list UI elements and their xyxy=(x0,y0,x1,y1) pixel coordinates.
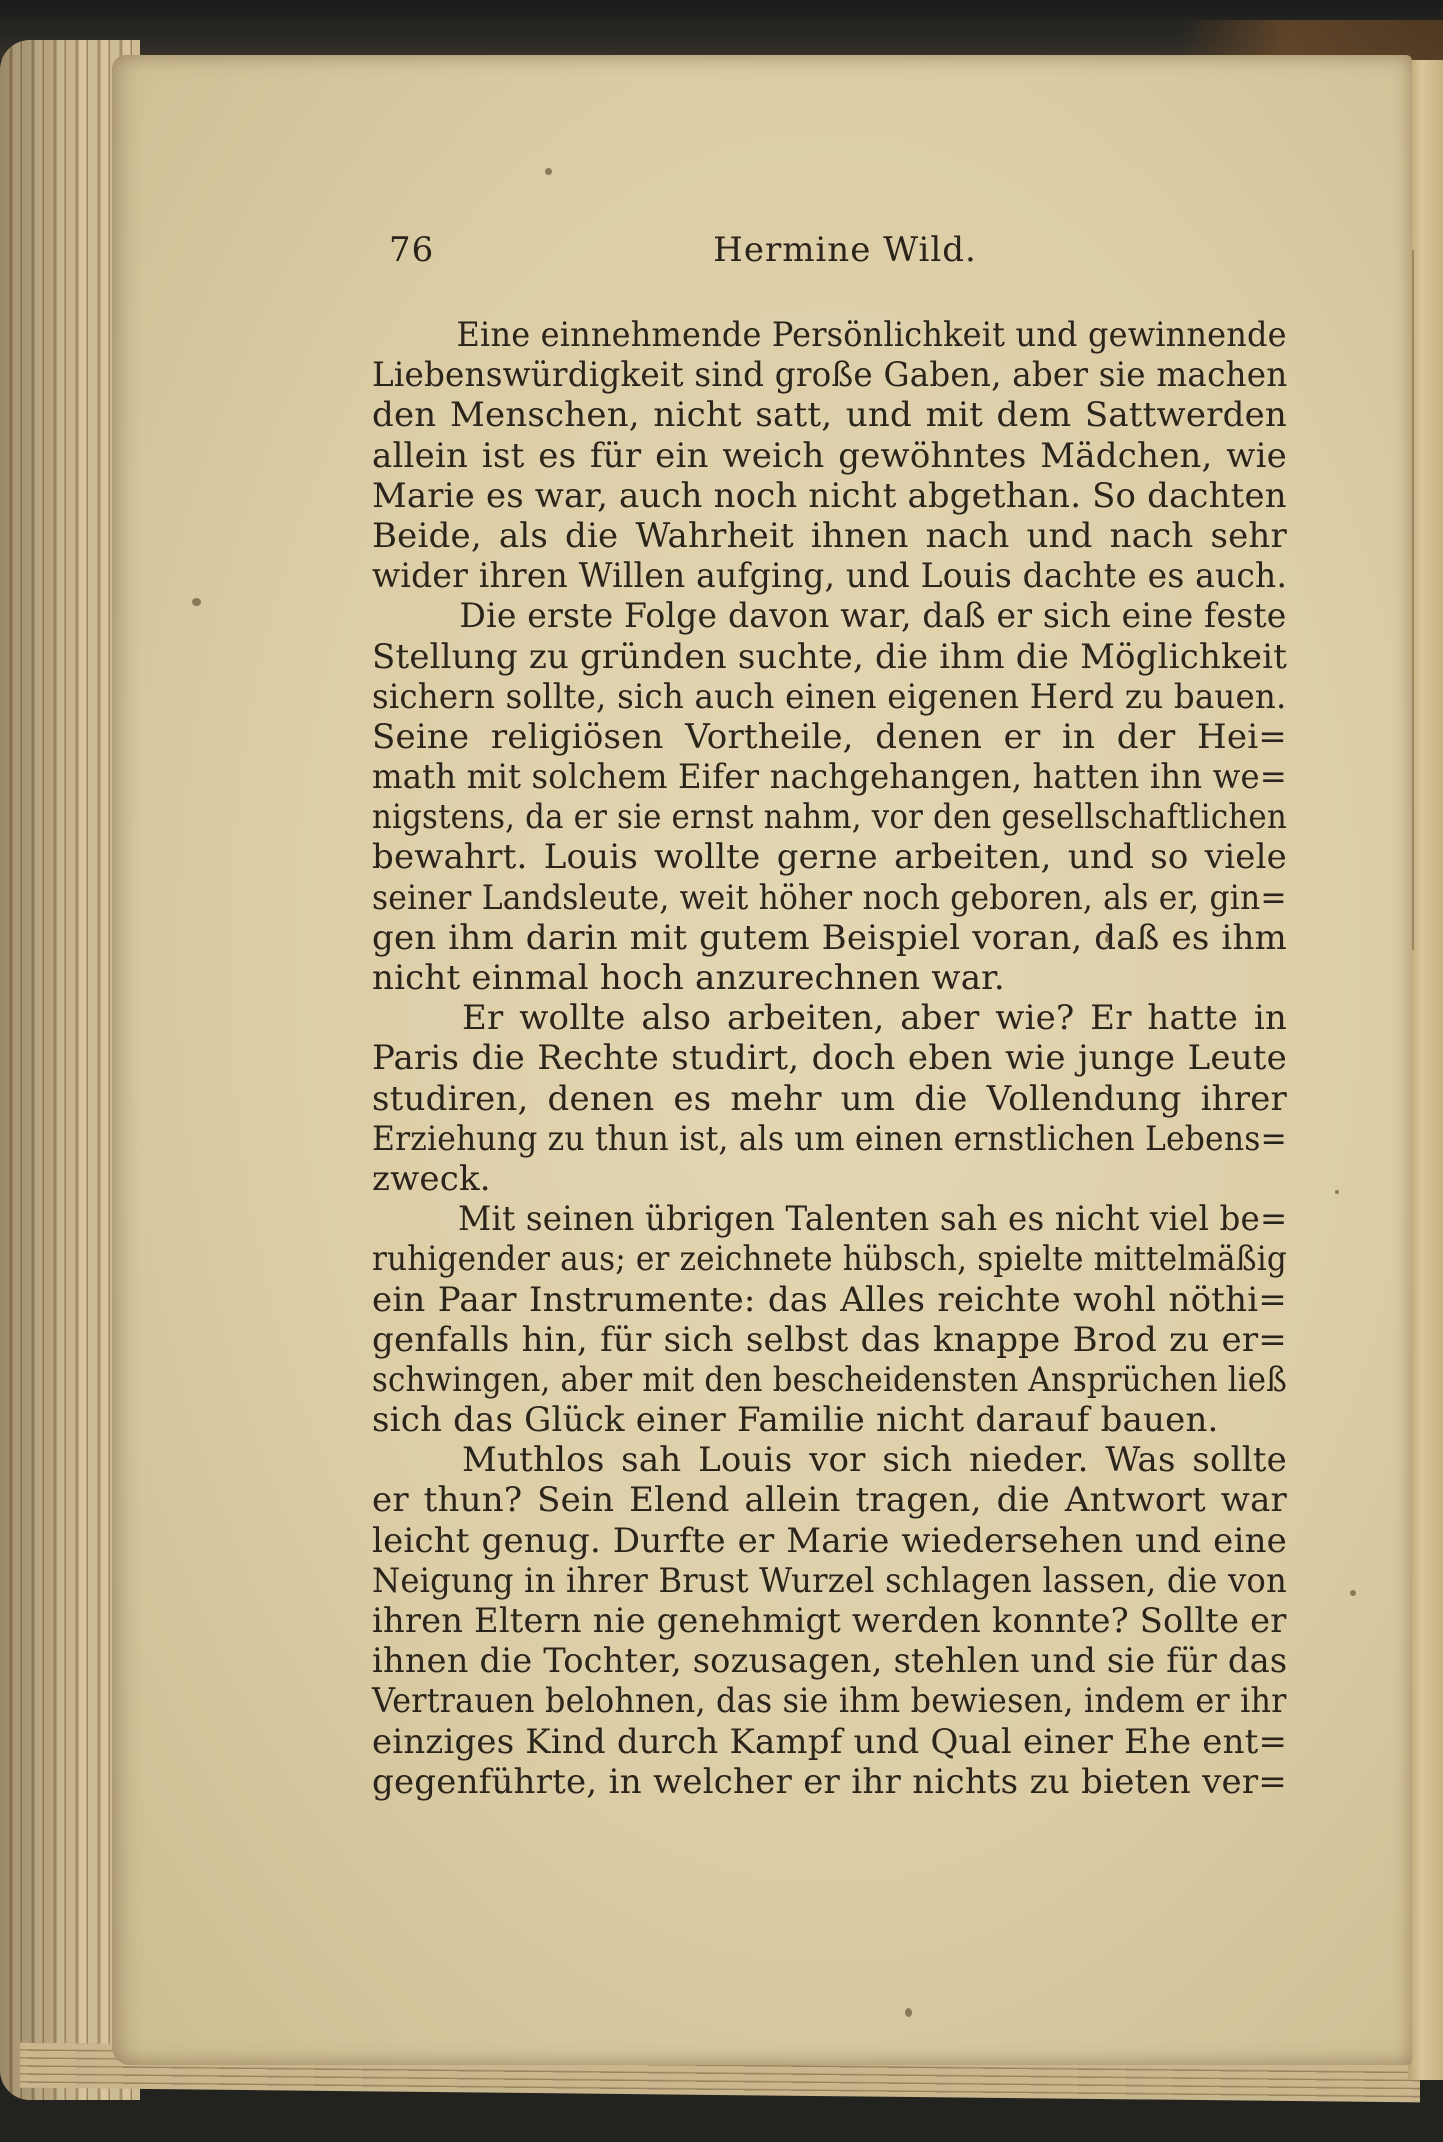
text-line: Erziehung zu thun ist, als um einen ernstlichen Lebens= xyxy=(372,1118,1288,1159)
text-line: ein Paar Instrumente: das Alles reichte wohl nöthi= xyxy=(372,1279,1287,1320)
text-line: math mit solchem Eifer nachgehangen, hatten ihn we= xyxy=(372,757,1287,798)
text-line: allein ist es für ein weich gewöhntes Mädchen, wie xyxy=(372,435,1287,476)
paper-speck xyxy=(192,598,201,606)
text-line: Vertrauen belohnen, das sie ihm bewiesen, indem er ihr xyxy=(372,1681,1287,1722)
text-line: sichern sollte, sich auch einen eigenen Herd zu bauen. xyxy=(372,676,1287,717)
text-line: ruhigender aus; er zeichnete hübsch, spielte mittelmäßig xyxy=(372,1239,1287,1280)
text-line: Die erste Folge davon war, daß er sich eine feste xyxy=(459,596,1287,637)
text-line: den Menschen, nicht satt, und mit dem Sattwerden xyxy=(372,395,1287,436)
text-line: Eine einnehmende Persönlichkeit und gewinnende xyxy=(456,315,1287,355)
text-line: nigstens, da er sie ernst nahm, vor den gesellschaftlichen xyxy=(372,797,1287,838)
text-line: Muthlos sah Louis vor sich nieder. Was sollte xyxy=(462,1440,1287,1481)
text-line: ihren Eltern nie genehmigt werden konnte? Sollte er xyxy=(372,1601,1287,1641)
text-line: bewahrt. Louis wollte gerne arbeiten, und so viele xyxy=(372,837,1287,878)
text-line: Beide, als die Wahrheit ihnen nach und nach sehr xyxy=(372,515,1287,556)
text-line: Stellung zu gründen suchte, die ihm die Möglichkeit xyxy=(372,636,1288,677)
text-line: zweck. xyxy=(372,1158,491,1199)
text-line: Marie es war, auch noch nicht abgethan. So dachten xyxy=(372,475,1287,516)
text-line: sich das Glück einer Familie nicht darauf bauen. xyxy=(372,1400,1219,1441)
body-text xyxy=(372,315,1287,1802)
text-line: Paris die Rechte studirt, doch eben wie junge Leute xyxy=(372,1038,1287,1079)
text-line: er thun? Sein Elend allein tragen, die Antwort war xyxy=(372,1480,1287,1521)
paper-speck xyxy=(905,2008,912,2017)
running-head: Hermine Wild. xyxy=(713,230,977,270)
text-line: nicht einmal hoch anzurechnen war. xyxy=(372,958,1005,998)
text-line: gegenführte, in welcher er ihr nichts zu bieten ver= xyxy=(372,1761,1287,1802)
text-line: seiner Landsleute, weit höher noch geboren, als er, gin= xyxy=(372,877,1287,918)
text-line: schwingen, aber mit den bescheidensten Ansprüchen ließ xyxy=(372,1359,1288,1400)
text-line: Seine religiösen Vortheile, denen er in der Hei= xyxy=(372,716,1287,757)
text-line: einziges Kind durch Kampf und Qual einer Ehe ent= xyxy=(372,1721,1288,1762)
text-line: genfalls hin, für sich selbst das knappe Brod zu er= xyxy=(372,1319,1287,1360)
text-line: Neigung in ihrer Brust Wurzel schlagen lassen, die von xyxy=(372,1560,1287,1601)
paper-speck xyxy=(1335,1190,1339,1194)
text-line: Er wollte also arbeiten, aber wie? Er hatte in xyxy=(462,998,1287,1039)
text-line: wider ihren Willen aufging, und Louis dachte es auch. xyxy=(372,556,1288,597)
text-line: Liebenswürdigkeit sind große Gaben, aber sie machen xyxy=(372,355,1288,396)
paper-speck xyxy=(545,168,552,175)
page-number: 76 xyxy=(389,230,435,270)
text-line: leicht genug. Durfte er Marie wiedersehen und eine xyxy=(372,1520,1287,1561)
text-line: Mit seinen übrigen Talenten sah es nicht viel be= xyxy=(458,1199,1288,1240)
text-line: ihnen die Tochter, sozusagen, stehlen und sie für das xyxy=(372,1641,1288,1682)
text-line: studiren, denen es mehr um die Vollendung ihrer xyxy=(372,1078,1287,1119)
page-header xyxy=(375,230,1315,290)
paper-speck xyxy=(1350,1590,1356,1596)
text-line: gen ihm darin mit gutem Beispiel voran, daß es ihm xyxy=(372,917,1287,958)
